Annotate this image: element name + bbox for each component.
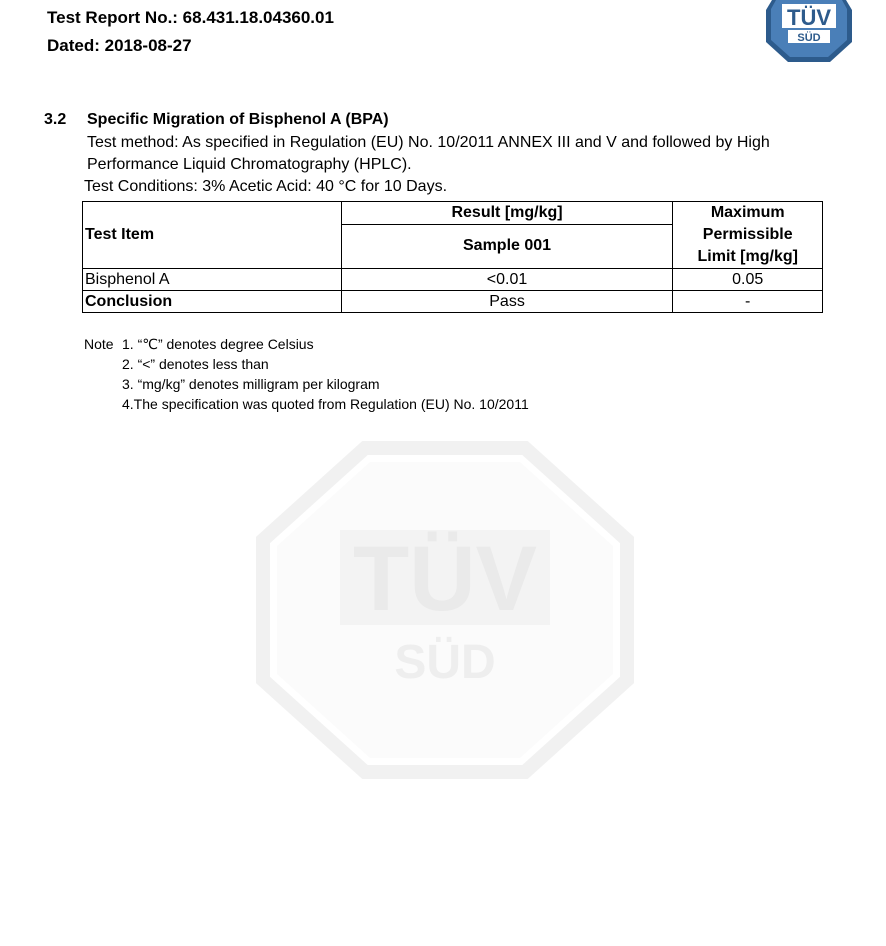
- note-item: 4.The specification was quoted from Regulation (EU) No. 10/2011: [122, 396, 529, 412]
- report-date: Dated: 2018-08-27: [47, 36, 192, 55]
- test-method: Test method: As specified in Regulation (EU) No. 10/2011 ANNEX III and V and followed by High Performance Liquid Chromatography (HPLC).: [87, 134, 770, 173]
- note-item: 2. “<” denotes less than: [122, 356, 269, 372]
- table-row: [83, 291, 823, 313]
- note-row: [84, 354, 529, 374]
- watermark-bottom-text: SÜD: [394, 636, 496, 689]
- tuv-sud-logo: [764, 0, 854, 64]
- row-result: <0.01: [341, 269, 673, 291]
- note-item: 1. “℃” denotes degree Celsius: [122, 336, 314, 352]
- test-conditions: Test Conditions: 3% Acetic Acid: 40 °C for 10 Days.: [84, 178, 448, 195]
- row-limit: -: [673, 291, 823, 313]
- notes: [84, 334, 529, 414]
- header-sample: Sample 001: [341, 224, 673, 268]
- tuv-sud-watermark: [255, 440, 635, 780]
- logo-bottom-text: SÜD: [797, 32, 821, 44]
- note-item: 3. “mg/kg” denotes milligram per kilogram: [122, 376, 380, 392]
- results-table: [82, 201, 823, 313]
- section-number: 3.2: [44, 111, 67, 128]
- table-row: [83, 269, 823, 291]
- report-number: Test Report No.: 68.431.18.04360.01: [47, 8, 334, 27]
- section-title: Specific Migration of Bisphenol A (BPA): [87, 111, 389, 128]
- table-header-row: [83, 202, 823, 225]
- note-row: [84, 374, 529, 394]
- header-limit-line-3: Limit [mg/kg]: [697, 248, 798, 265]
- header-limit-line-2: Permissible: [702, 226, 793, 243]
- row-item: Conclusion: [83, 291, 342, 313]
- watermark-top-text: TÜV: [353, 528, 537, 630]
- header-limit-line-1: Maximum: [710, 204, 785, 221]
- header-test-item: Test Item: [83, 202, 342, 269]
- logo-top-text: TÜV: [787, 5, 831, 30]
- header-result: Result [mg/kg]: [341, 202, 673, 225]
- row-item: Bisphenol A: [83, 269, 342, 291]
- note-row: [84, 334, 529, 354]
- note-label: Note: [84, 336, 114, 352]
- note-row: [84, 394, 529, 414]
- row-result: Pass: [341, 291, 673, 313]
- row-limit: 0.05: [673, 269, 823, 291]
- header-limit: [673, 202, 823, 269]
